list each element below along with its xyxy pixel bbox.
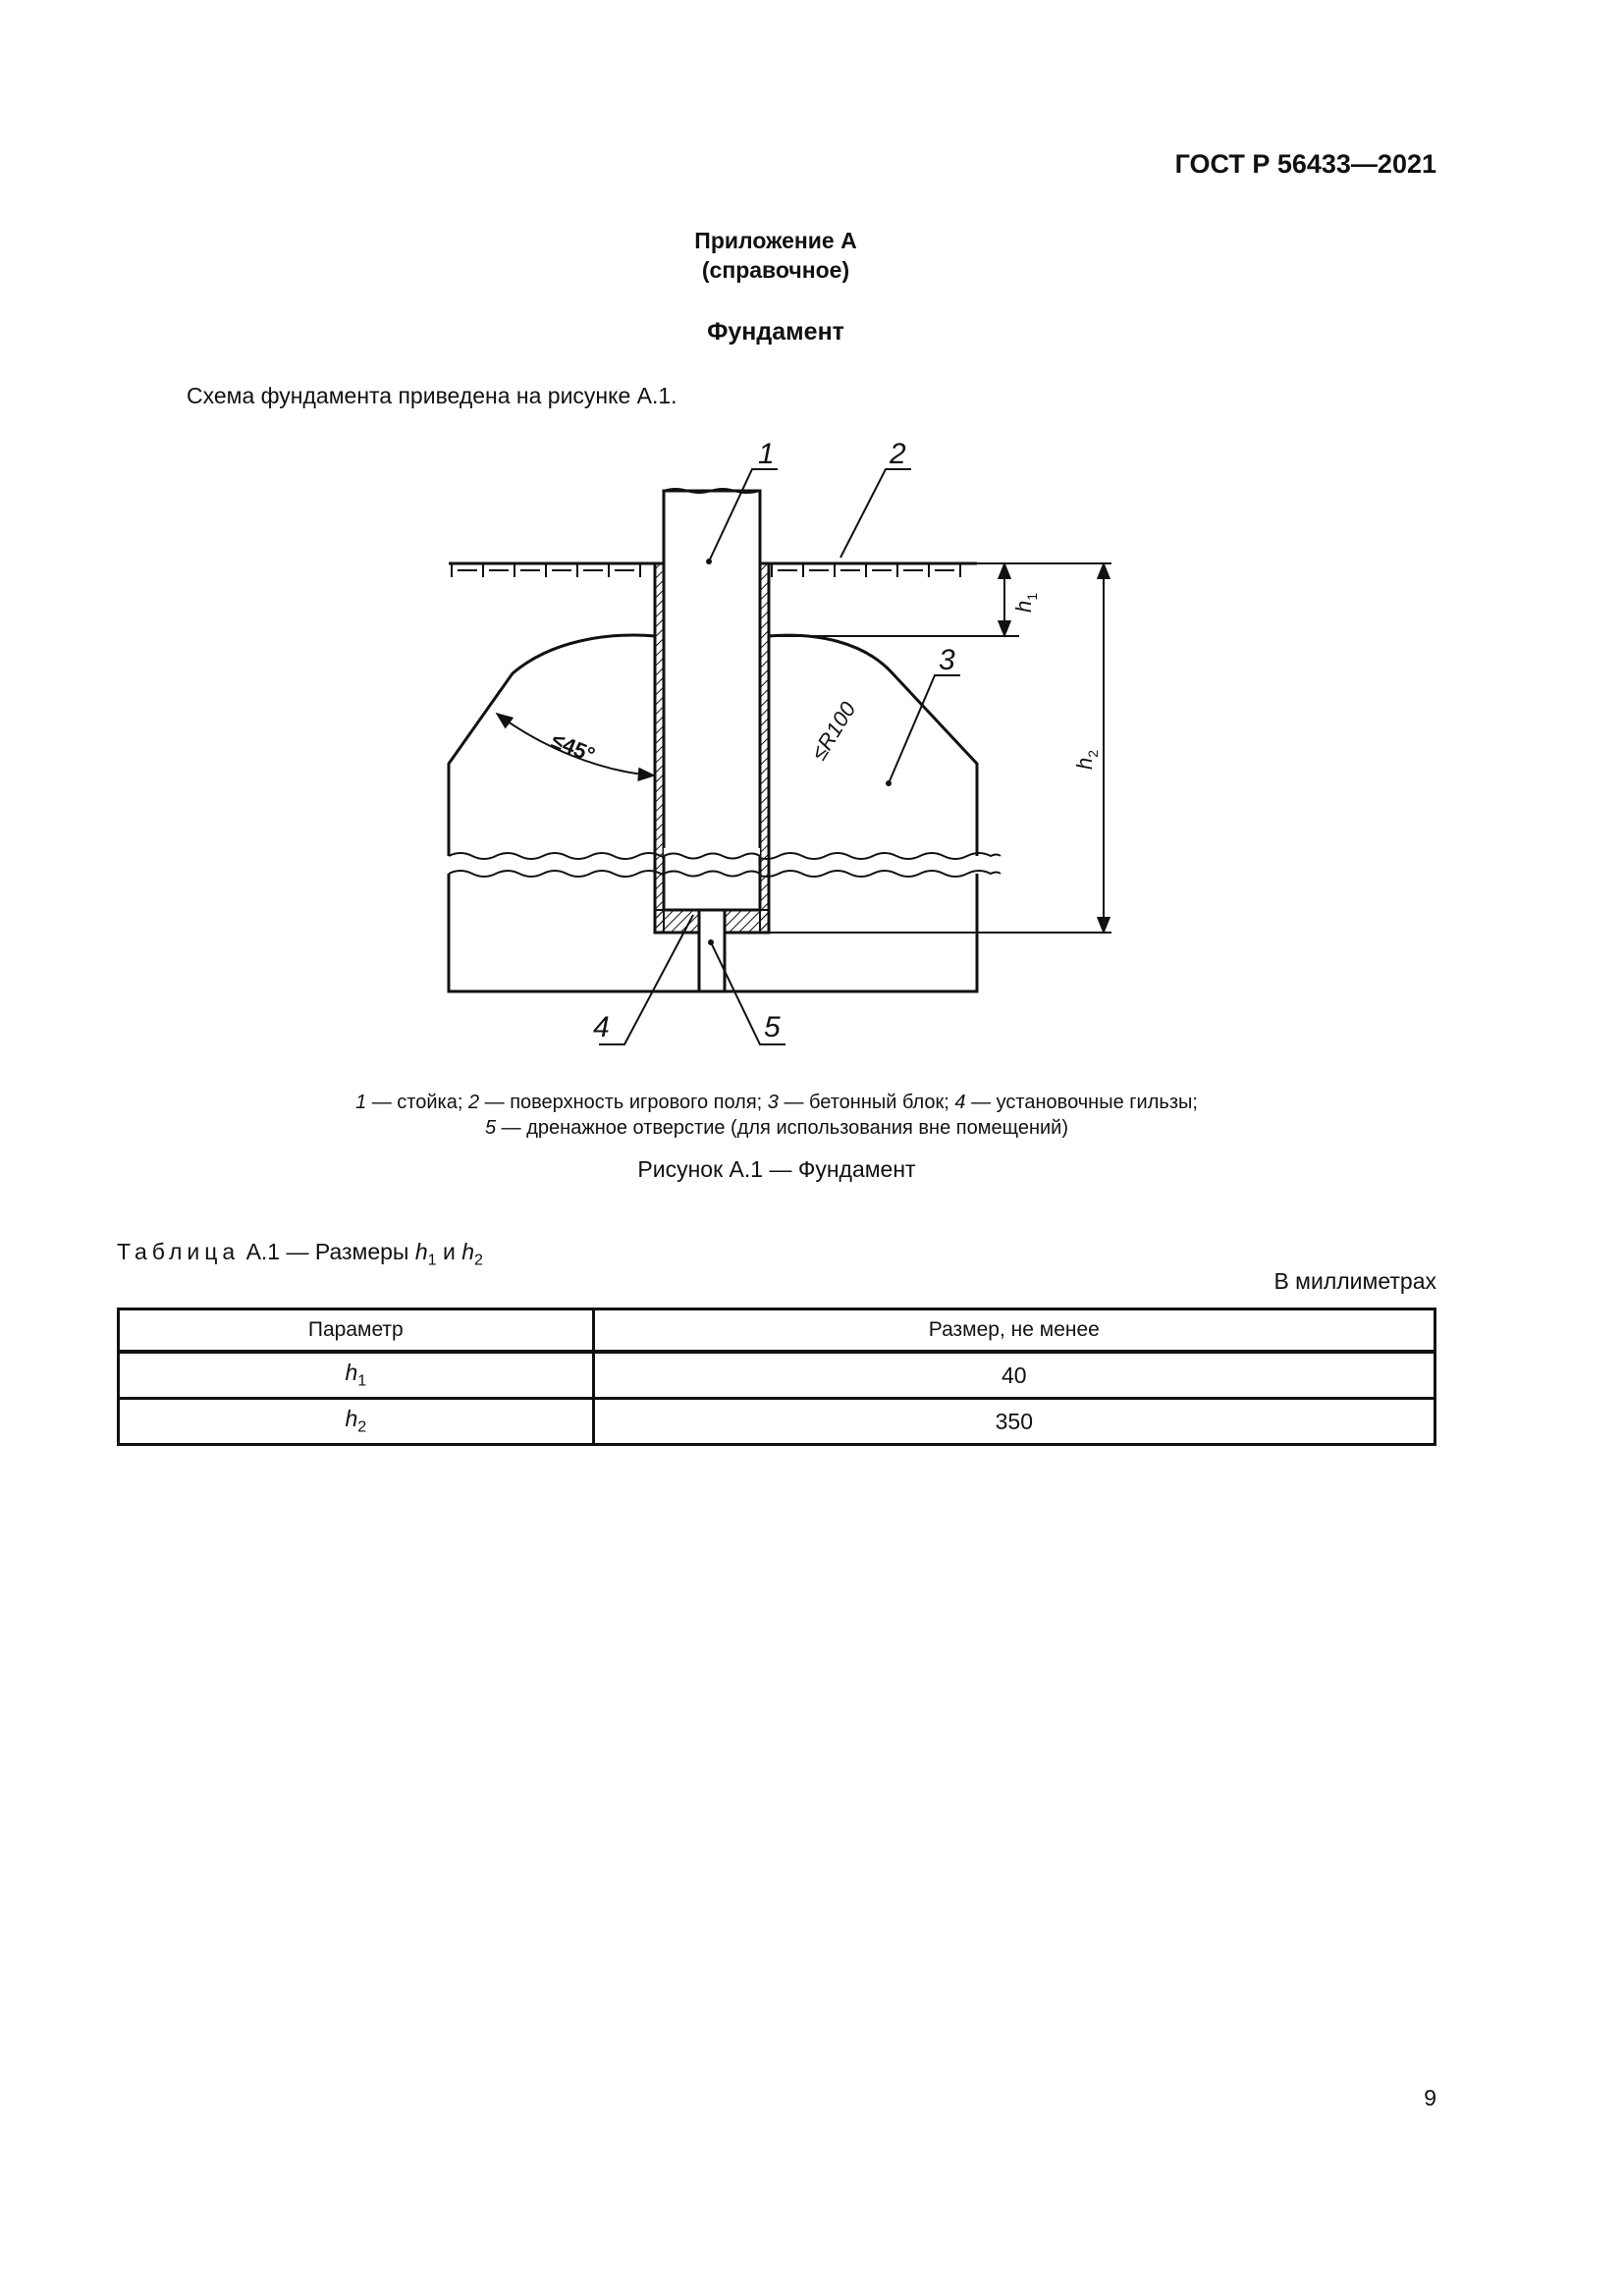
sleeve-bottom-left	[655, 910, 699, 933]
column-header-parameter: Параметр	[119, 1309, 594, 1353]
dim-label-radius: ≤R100	[806, 697, 861, 765]
figure-legend-line-2: 5 — дренажное отверстие (для использования вне помещений)	[485, 1117, 1068, 1139]
dim-label-h2: $h_2$	[1072, 749, 1101, 770]
value-cell: 350	[593, 1399, 1435, 1445]
callout-2: 2	[890, 438, 906, 470]
param-cell: $h_2$	[119, 1399, 594, 1445]
table-row	[119, 1399, 1435, 1445]
table-label: Таблица	[117, 1239, 241, 1264]
appendix-note: (справочное)	[701, 257, 850, 283]
appendix-title: Приложение А	[694, 228, 857, 253]
column-header-size: Размер, не менее	[593, 1309, 1435, 1353]
callout-1: 1	[758, 438, 775, 470]
page-number: 9	[1424, 2085, 1436, 2110]
table-row	[119, 1352, 1435, 1399]
sleeve-bottom-right	[725, 910, 769, 933]
callout-3: 3	[939, 644, 955, 676]
value-cell: 40	[593, 1352, 1435, 1399]
figure-legend-line-1: 1 — стойка; 2 — поверхность игрового поля; 3 — бетонный блок; 4 — установочные гильзы;	[355, 1092, 1198, 1113]
dim-label-angle: ≤45°	[548, 727, 599, 768]
intro-text: Схема фундамента приведена на рисунке А.1.	[187, 383, 677, 408]
table-units: В миллиметрах	[1273, 1268, 1436, 1294]
figure-caption: Рисунок А.1 — Фундамент	[637, 1156, 916, 1182]
leader-lines	[599, 469, 960, 1044]
foundation-figure	[432, 432, 1119, 1070]
param-cell: $h_1$	[119, 1352, 594, 1399]
section-title: Фундамент	[707, 318, 844, 346]
callout-5: 5	[764, 1011, 781, 1043]
callout-4: 4	[593, 1011, 610, 1043]
drainage-hole	[699, 910, 725, 991]
standard-number: ГОСТ Р 56433—2021	[1174, 149, 1436, 179]
dim-label-h1: $h_1$	[1011, 592, 1040, 613]
table-title: Таблица А.1 — Размеры $h_1$ и $h_2$	[117, 1239, 483, 1269]
dimensions-table	[117, 1308, 1436, 1446]
